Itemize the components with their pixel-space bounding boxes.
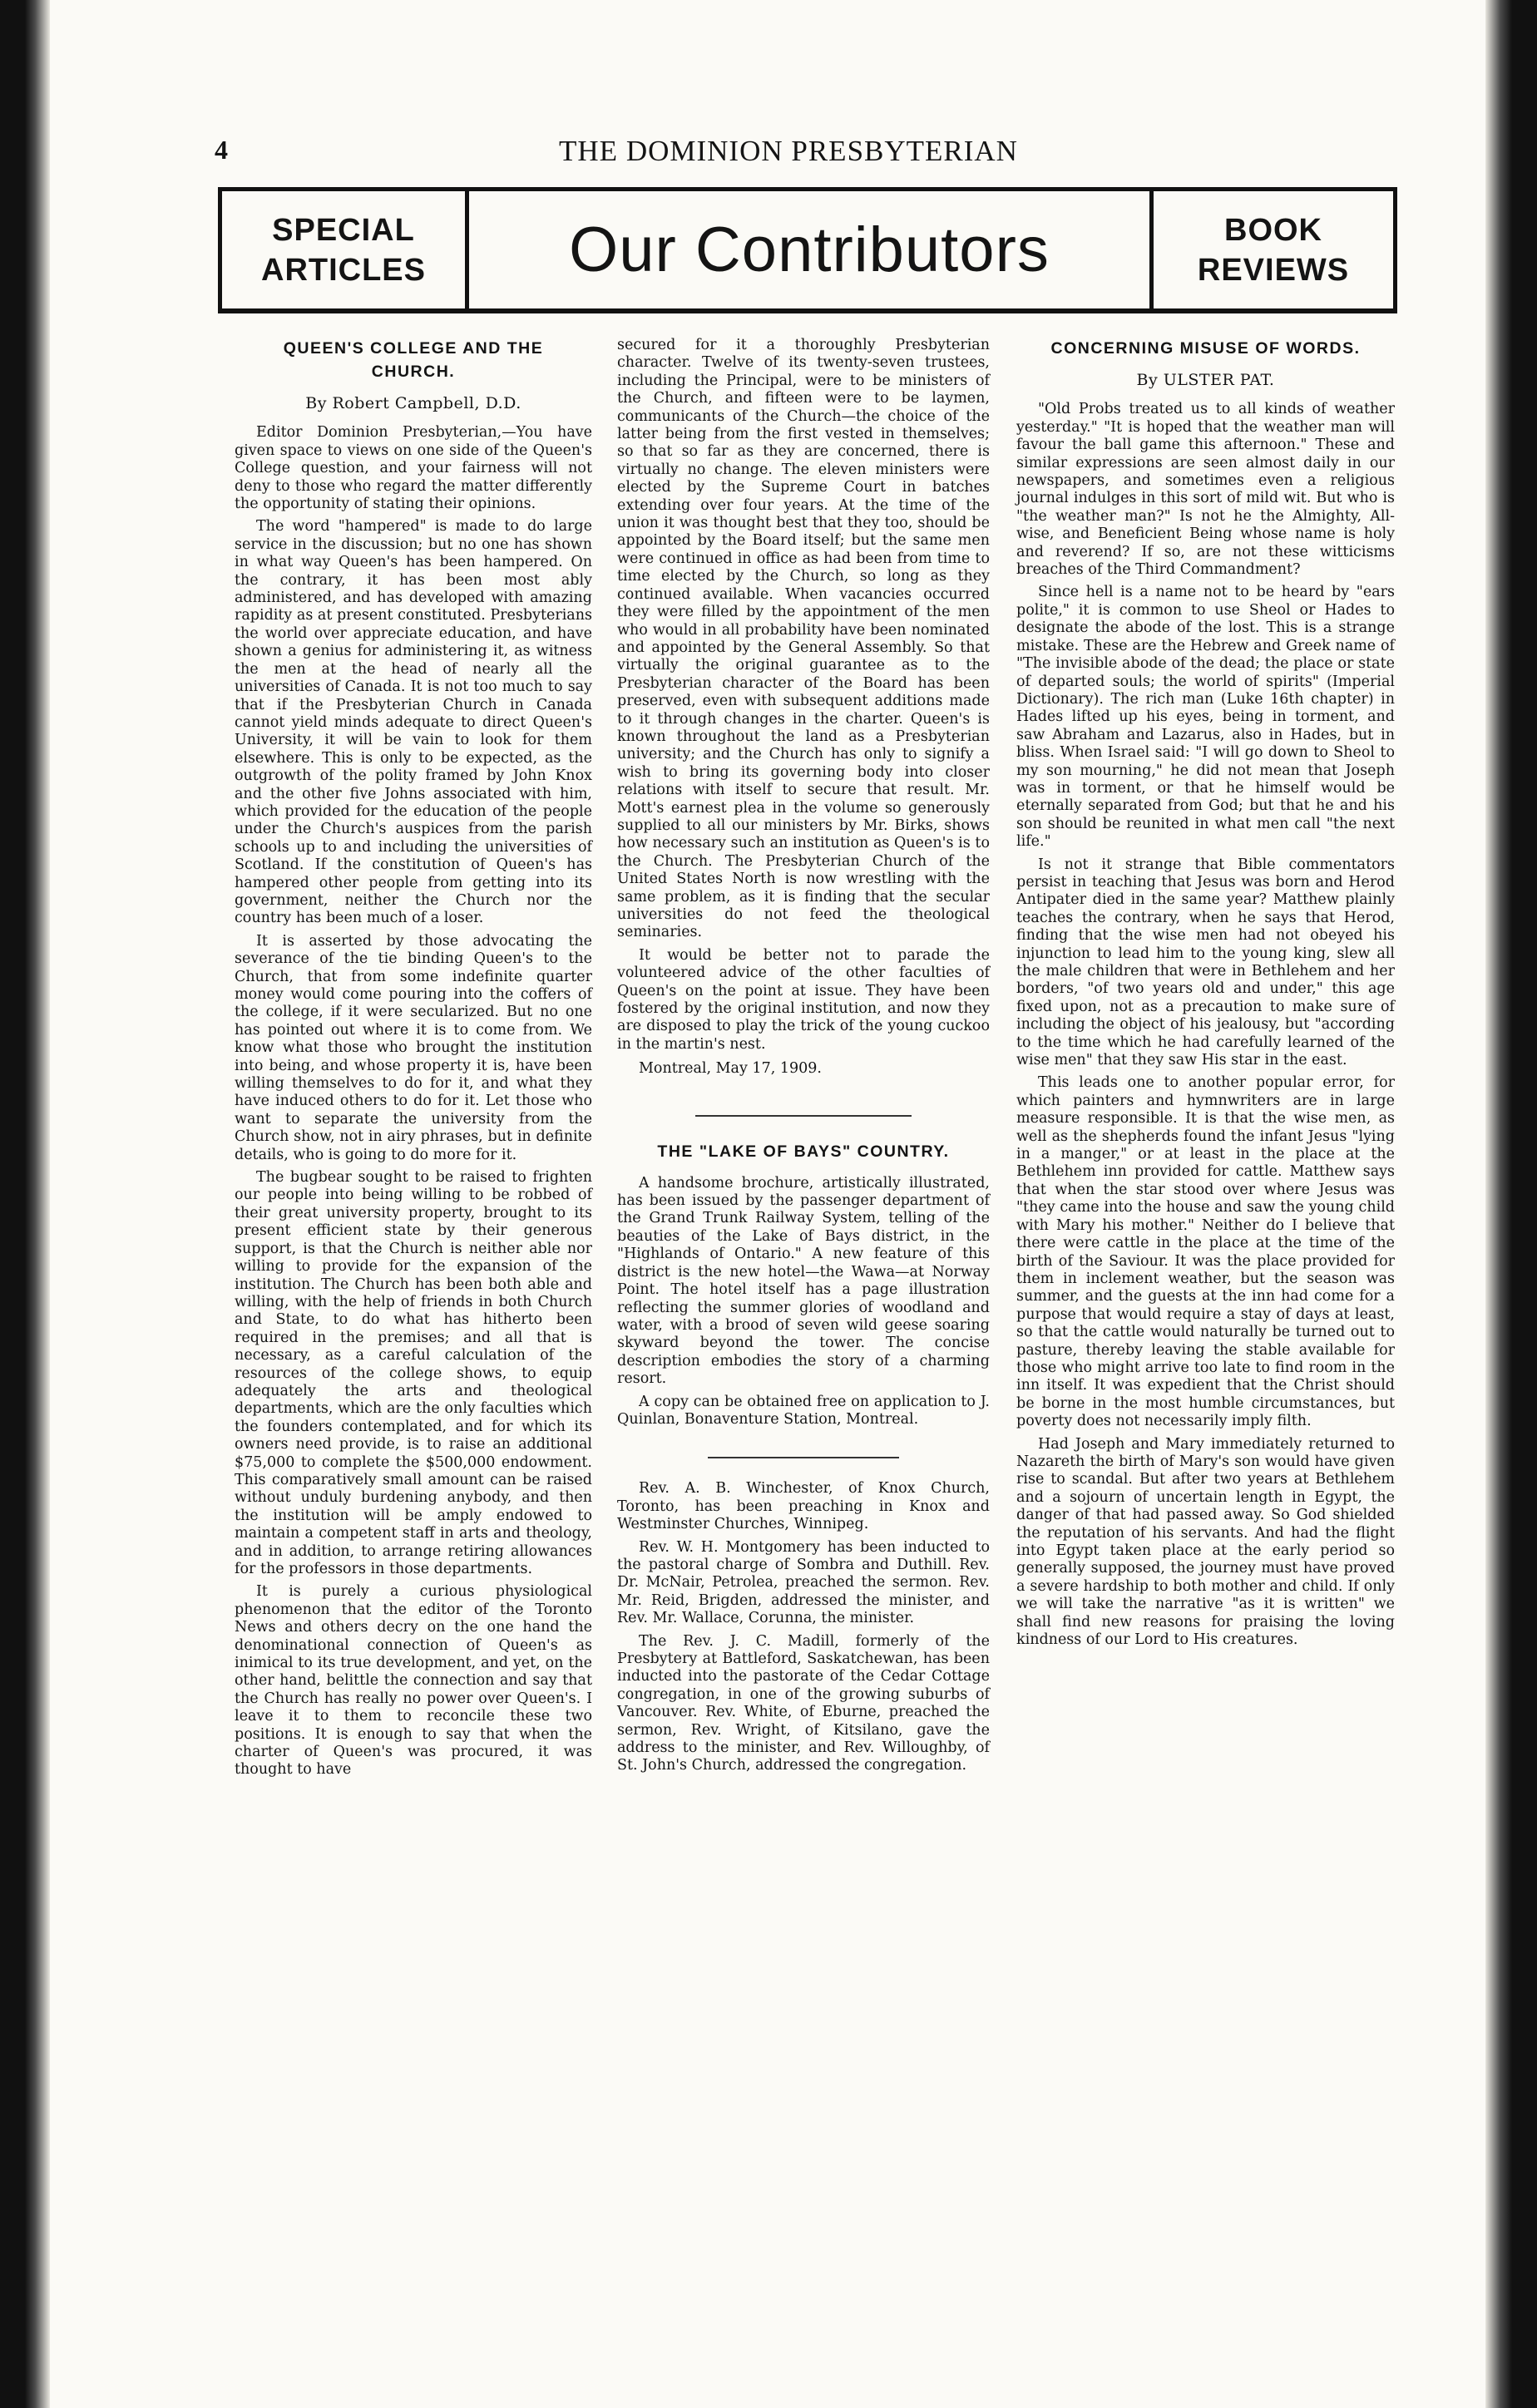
column-3 xyxy=(1016,337,1395,1654)
running-head xyxy=(215,135,1362,176)
notice-item: The Rev. J. C. Madill, formerly of the Presbytery at Battleford, Saskatchewan, has been inducted into the pastorate of the Cedar Cottage congregation, in one of the growing suburbs of Vancouver. Rev. White, of Eburne, preached the sermon, Rev. Wright, of Kitsilano, gave the address to the minister, and Rev. Willoughby, of St. John's Church, addressed the congregation. xyxy=(617,1632,990,1774)
article-paragraph: A copy can be obtained free on application to J. Quinlan, Bonaventure Station, Montreal. xyxy=(617,1393,990,1428)
notice-item: Rev. A. B. Winchester, of Knox Church, Toronto, has been preaching in Knox and Westminster Churches, Winnipeg. xyxy=(617,1480,990,1533)
article-dateline: Montreal, May 17, 1909. xyxy=(639,1060,822,1078)
scan-edge-left xyxy=(0,0,50,2408)
scan-edge-right xyxy=(1485,0,1537,2408)
column-2 xyxy=(617,337,990,1780)
column-1 xyxy=(235,337,592,1784)
page-number: 4 xyxy=(215,135,228,165)
section-banner xyxy=(218,187,1397,313)
article-paragraph: It would be better not to parade the volunteered advice of the other faculties of Queen's on the point at issue. They have been fostered by the original institution, and now they are disposed to play the trick of the young cuckoo in the martin's nest. xyxy=(617,946,990,1053)
article-title-line-2: CHURCH. xyxy=(371,363,456,381)
book-reviews-box xyxy=(1149,191,1397,308)
articles-label: ARTICLES xyxy=(261,252,426,288)
article-paragraph: Editor Dominion Presbyterian,—You have given space to views on one side of the Queen's College question, and your fairness will not deny to those who regard the matter differently the opportunity of stating their opinions. xyxy=(235,424,592,513)
section-title: Our Contributors xyxy=(569,215,1050,285)
section-divider xyxy=(695,1115,912,1117)
article-paragraph: Is not it strange that Bible commentators persist in teaching that Jesus was born and Herod Antipater died in the same year? Matthew plainly teaches the contrary, when he says that Herod, finding that the wise men had not obeyed his injunction to lead him to the young king, slew all the male children that were in Bethlehem and her borders, "of two years old and under," this age fixed upon, not as a precaution to make sure of including the object of his jealousy, but "according to the time which he had carefully learned of the wise men" that they saw His star in the east. xyxy=(1016,856,1395,1069)
article-title-line-1: QUEEN'S COLLEGE AND THE xyxy=(283,339,544,358)
article-paragraph: The bugbear sought to be raised to frighten our people into being willing to be robbed of their great university property, brought to its present efficient state by their generous support, is that the Church is neither able nor willing to provide for the expansion of the institution. The Church has been both able and willing, with the help of friends in both Church and State, to do what has hitherto been required in the premises; and all that is necessary, as a careful calculation of the resources of the college shows, to equip adequately the arts and theological departments, which are the only faculties which the founders contemplated, and for which its owners need provide, is to raise an additional $75,000 to complete the $500,000 endowment. This comparatively small amount can be raised without unduly burdening anybody, and then the institution will be amply endowed to maintain a competent staff in arts and theology, and in addition, to arrange retiring allowances for the professors in those departments. xyxy=(235,1169,592,1577)
article-paragraph: "Old Probs treated us to all kinds of weather yesterday." "It is hoped that the weather man will favour the ball game this afternoon." These and similar expressions are seen almost daily in our newspapers, and sometimes even a religious journal indulges in this sort of mild wit. But who is "the weather man?" Is not he the Almighty, All-wise, and Beneficient Being whose name is holy and reverend? If so, are not these witticisms breaches of the Third Commandment? xyxy=(1016,401,1395,579)
article-byline: By ULSTER PAT. xyxy=(1136,371,1275,389)
book-label: BOOK xyxy=(1224,212,1322,248)
article-byline: By Robert Campbell, D.D. xyxy=(305,394,521,412)
article-paragraph: Since hell is a name not to be heard by "ears polite," it is common to use Sheol or Hades to designate the abode of the lost. This is a strange mistake. These are the Hebrew and Greek name of "The invisible abode of the dead; the place or state of departed souls; the world of spirits" (Imperial Dictionary). The rich man (Luke 16th chapter) in Hades lifted up his eyes, being in torment, and saw Abraham and Lazarus, also in Hades, but in bliss. When Israel said: "I will go down to Sheol to my son mourning," he did not mean that Joseph was in torment, or that he himself would be eternally separated from God; but that he and his son should be reunited in what men call "the next life." xyxy=(1016,584,1395,851)
article-title: THE "LAKE OF BAYS" COUNTRY. xyxy=(657,1142,950,1161)
reviews-label: REVIEWS xyxy=(1197,252,1350,288)
notice-item: Rev. W. H. Montgomery has been inducted to the pastoral charge of Sombra and Duthill. Rev. Dr. McNair, Petrolea, preached the sermon. Rev. Mr. Reid, Brigden, addressed the minister, and Rev. Mr. Wallace, Corunna, the minister. xyxy=(617,1538,990,1627)
article-paragraph-continued: secured for it a thoroughly Presbyterian character. Twelve of its twenty-seven trustees, including the Principal, were to be ministers of the Church, and fifteen were to be laymen, communicants of the Church—the choice of the latter being from the first vested in themselves; so that so far as they are concerned, there is virtually no change. The eleven ministers were elected by the Supreme Court in batches extending over four years. At the time of the union it was thought best that they too, should be appointed by the Board itself; but the same men were continued in office as had been from time to time elected by the Church, so long as they continued available. When vacancies occurred they were filled by the appointment of the men who would in all probability have been nominated and appointed by the General Assembly. So that virtually the original guarantee as to the Presbyterian character of the Board has been preserved, even with subsequent additions made to it through changes in the charter. Queen's is known throughout the land as a Presbyterian university; and the Church has only to signify a wish to bring its governing body into closer relations with itself to secure that result. Mr. Mott's earnest plea in the volume so generously supplied to all our ministers by Mr. Birks, shows how necessary such an institution as Queen's is to the Church. The Presbyterian Church of the United States North is now wrestling with the same problem, as it is finding that the secular universities do not feed the theological seminaries. xyxy=(617,337,990,941)
journal-title: THE DOMINION PRESBYTERIAN xyxy=(559,135,1018,167)
article-paragraph: A handsome brochure, artistically illustrated, has been issued by the passenger department of the Grand Trunk Railway System, telling of the beauties of the Lake of Bays district, in the "Highlands of Ontario." A new feature of this district is the new hotel—the Wawa—at Norway Point. The hotel itself has a page illustration reflecting the summer glories of woodland and water, with a brood of seven wild geese soaring skyward beyond the tower. The concise description embodies the story of a charming resort. xyxy=(617,1174,990,1388)
special-articles-box xyxy=(218,191,469,308)
article-title xyxy=(235,337,592,383)
special-label: SPECIAL xyxy=(272,212,415,248)
article-paragraph: It is purely a curious physiological phenomenon that the editor of the Toronto News and others decry on the one hand the denominational connection of Queen's as inimical to its true development, and yet, on the other hand, belittle the connection and say that the Church has really no power over Queen's. I leave it to them to reconcile these two positions. It is enough to say that when the charter of Queen's was procured, it was thought to have xyxy=(235,1583,592,1779)
article-paragraph: This leads one to another popular error, for which painters and hymnwriters are in large measure responsible. It is that the wise men, as well as the shepherds found the infant Jesus "lying in a manger," or at least in the place at the Bethlehem inn provided for cattle. Matthew says that when the star stood over where Jesus was "they came into the house and saw the young child with Mary his mother." Neither do I believe that there were cattle in the place at the time of the birth of the Saviour. It was the place provided for them in inclement weather, but the season was summer, and the guests at the inn had come for a purpose that would require a stay of days at least, so that the cattle would naturally be turned out to pasture, thereby leaving the stable available for those who might arrive too late to find room in the inn itself. It was expedient that the Christ should be borne in the most humble circumstances, but poverty does not necessarily imply filth. xyxy=(1016,1074,1395,1430)
article-title: CONCERNING MISUSE OF WORDS. xyxy=(1050,339,1361,358)
section-divider xyxy=(708,1457,899,1458)
article-paragraph: Had Joseph and Mary immediately returned to Nazareth the birth of Mary's son would have given rise to scandal. But after two years at Bethlehem and a sojourn of uncertain length in Egypt, the danger of that had passed away. So God shielded the reputation of his servants. And had the flight into Egypt taken place at the early period so generally supposed, the journey must have proved a severe hardship to both mother and child. If only we will take the narrative "as it is written" we shall find new reasons for praising the loving kindness of our Lord to His creatures. xyxy=(1016,1435,1395,1649)
article-paragraph: The word "hampered" is made to do large service in the discussion; but no one has shown in what way Queen's has been hampered. On the contrary, it has been most ably administered, and has developed with amazing rapidity as at present constituted. Presbyterians the world over appreciate education, and have shown a genius for administering it, as witness the men at the head of nearly all the universities of Canada. It is not too much to say that if the Presbyterian Church in Canada cannot yield minds adequate to direct Queen's University, it will be vain to look for them elsewhere. This is only to be expected, as the outgrowth of the polity framed by John Knox and the other five Johns associated with him, which provided for the education of the people under the Church's auspices from the parish schools up to and including the universities of Scotland. If the constitution of Queen's has hampered other people from getting into its government, neither the Church nor the country has been much of a loser. xyxy=(235,518,592,927)
article-paragraph: It is asserted by those advocating the severance of the tie binding Queen's to the Church, that from some indefinite quarter money would come pouring into the coffers of the college, if it were secularized. But no one has pointed out where it is to come from. We know what those who brought the institution into being, and whose property it is, have been willing themselves to do for it, and what they have induced others to do for it. Let those who want to separate the university from the Church show, not in airy phrases, but in definite details, who is going to do more for it. xyxy=(235,932,592,1163)
